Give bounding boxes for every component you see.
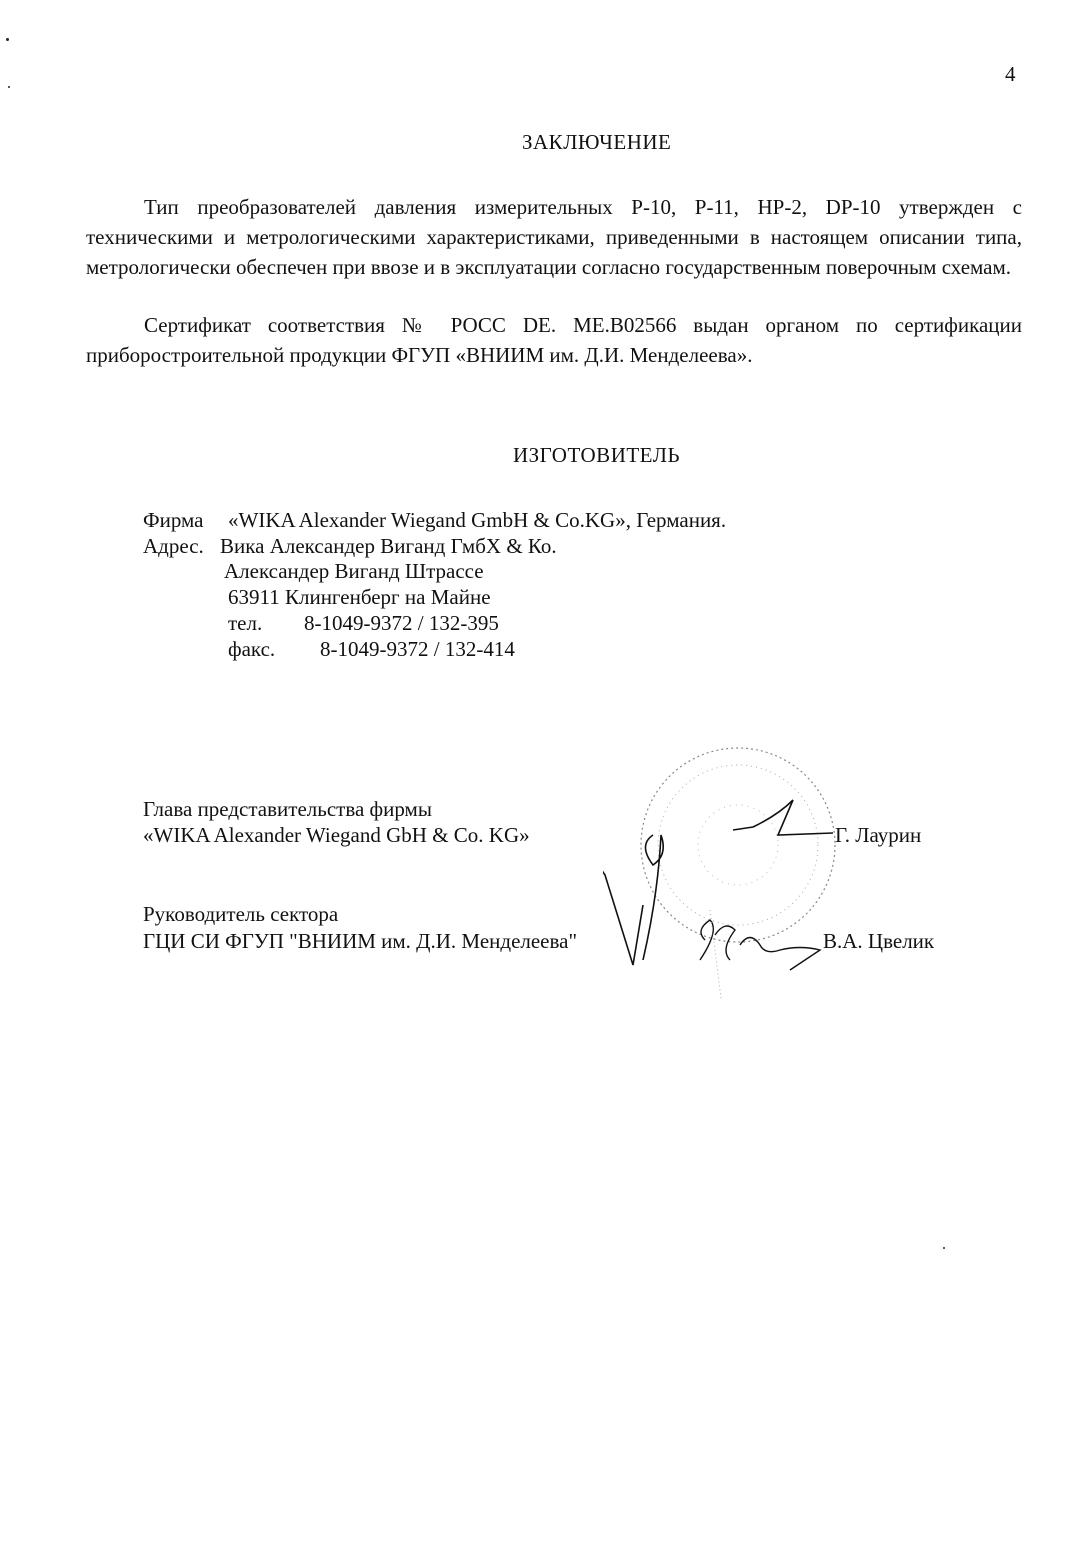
conclusion-heading: ЗАКЛЮЧЕНИЕ — [522, 130, 672, 154]
signatory-2-name: В.А. Цвелик — [823, 929, 935, 953]
conclusion-paragraph-2: Сертификат соответствия № РОСС DE. ME.B02566 выдан органом по сертификации приборостроительной продукции ФГУП «ВНИИМ им. Д.И. Менделеева». — [86, 313, 1022, 367]
manufacturer-heading: ИЗГОТОВИТЕЛЬ — [513, 443, 681, 467]
address-label: Адрес. — [143, 534, 204, 558]
signature-tsvelik-icon — [680, 890, 840, 1000]
signatory-2-title-line-1: Руководитель сектора — [143, 902, 339, 926]
firm-value: «WIKA Alexander Wiegand GmbH & Co.KG», Германия. — [228, 508, 727, 532]
signatory-1-name: Г. Лаурин — [835, 823, 922, 847]
phone-value: 8-1049-9372 / 132-395 — [304, 611, 499, 635]
address-line-3: 63911 Клингенберг на Майне — [228, 585, 491, 609]
scan-speck — [943, 1247, 945, 1249]
scan-speck — [8, 86, 10, 88]
address-line-1: Вика Александер Виганд ГмбХ & Ко. — [220, 534, 557, 558]
conclusion-paragraph-1: Тип преобразователей давления измерительных Р-10, Р-11, НР-2, DP-10 утвержден с техническими и метрологическими характеристиками, приведенными в настоящем описании типа, метрологически обеспечен при ввозе и в эксплуатации согласно государственным поверочным схемам. — [86, 195, 1022, 279]
signatory-1-title-line-1: Глава представительства фирмы — [143, 797, 432, 821]
page-number: 4 — [1005, 62, 1016, 86]
fax-value: 8-1049-9372 / 132-414 — [320, 637, 515, 661]
firm-label: Фирма — [143, 508, 204, 532]
signatory-1-title-line-2: «WIKA Alexander Wiegand GbH & Co. KG» — [143, 823, 530, 847]
phone-label: тел. — [228, 611, 263, 635]
fax-label: факс. — [228, 637, 276, 661]
scan-speck — [6, 38, 9, 41]
address-line-2: Александер Виганд Штрассе — [224, 559, 484, 583]
signatory-2-title-line-2: ГЦИ СИ ФГУП "ВНИИМ им. Д.И. Менделеева" — [143, 929, 578, 953]
